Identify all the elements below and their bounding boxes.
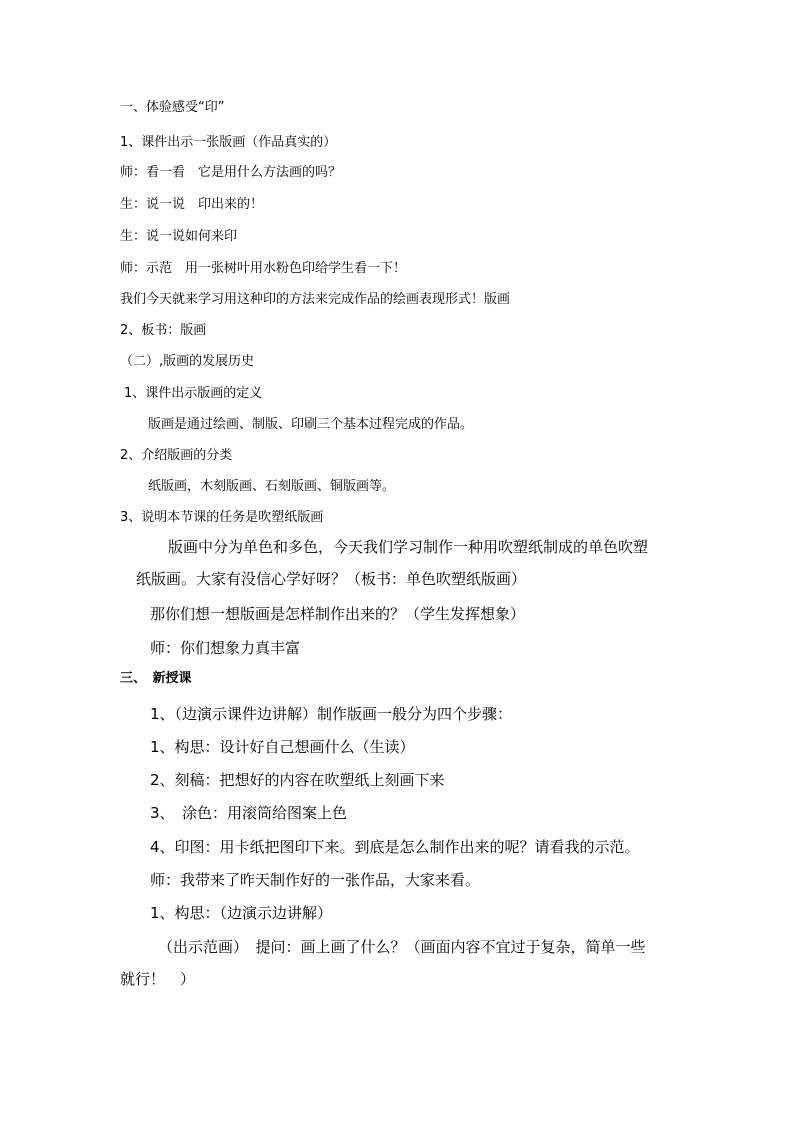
- text-line: 1、构思：设计好自己想画什么（生读）: [150, 738, 415, 756]
- section-heading-history: （二）,版画的发展历史: [120, 354, 255, 369]
- text-line: 版画中分为单色和多色，今天我们学习制作一种用吹塑纸制成的单色吹塑: [168, 538, 649, 556]
- text-line: 生：说一说如何来印: [120, 229, 238, 244]
- text-line: 1、课件出示版画的定义: [124, 386, 263, 401]
- text-line: 那你们想一想版画是怎样制作出来的？（学生发挥想象）: [150, 605, 526, 623]
- text-line: 纸版画，木刻版画、石刻版画、铜版画等。: [148, 479, 396, 494]
- text-line: 2、刻稿：把想好的内容在吹塑纸上刻画下来: [150, 771, 445, 789]
- section-heading-new-lesson: 三、 新授课: [120, 671, 192, 686]
- text-line: 就行！ ）: [120, 970, 196, 988]
- text-line: 1、构思：（边演示边讲解）: [150, 904, 333, 922]
- text-line: 3、 涂色：用滚筒给图案上色: [150, 804, 348, 822]
- text-line: 师：你们想象力真丰富: [150, 639, 301, 657]
- text-line: 我们今天就来学习用这种印的方法来完成作品的绘画表现形式！版画: [120, 292, 511, 307]
- text-line: 4、印图：用卡纸把图印下来。到底是怎么制作出来的呢？请看我的示范。: [150, 838, 640, 856]
- text-line: 师：我带来了昨天制作好的一张作品，大家来看。: [150, 871, 481, 889]
- text-line: 3、说明本节课的任务是吹塑纸版画: [120, 510, 324, 525]
- text-line: 生：说一说 印出来的！: [120, 197, 264, 212]
- text-line: 2、介绍版画的分类: [120, 448, 233, 463]
- section-heading-experience: 一、体验感受“印”: [120, 100, 225, 115]
- text-line: 版画是通过绘画、制版、印刷三个基本过程完成的作品。: [148, 417, 474, 432]
- text-line: 2、板书：版画: [120, 323, 207, 338]
- text-line: 1、课件出示一张版画（作品真实的）: [120, 135, 337, 150]
- text-line: （出示范画） 提问：画上画了什么？（画面内容不宜过于复杂，简单一些: [158, 938, 646, 956]
- text-line: 1、（边演示课件边讲解）制作版画一般分为四个步骤：: [150, 705, 513, 723]
- text-line: 纸版画。大家有没信心学好呀？（板书：单色吹塑纸版画）: [136, 570, 527, 588]
- text-line: 师：看一看 它是用什么方法画的吗？: [120, 165, 342, 180]
- text-line: 师：示范 用一张树叶用水粉色印给学生看一下！: [120, 261, 407, 276]
